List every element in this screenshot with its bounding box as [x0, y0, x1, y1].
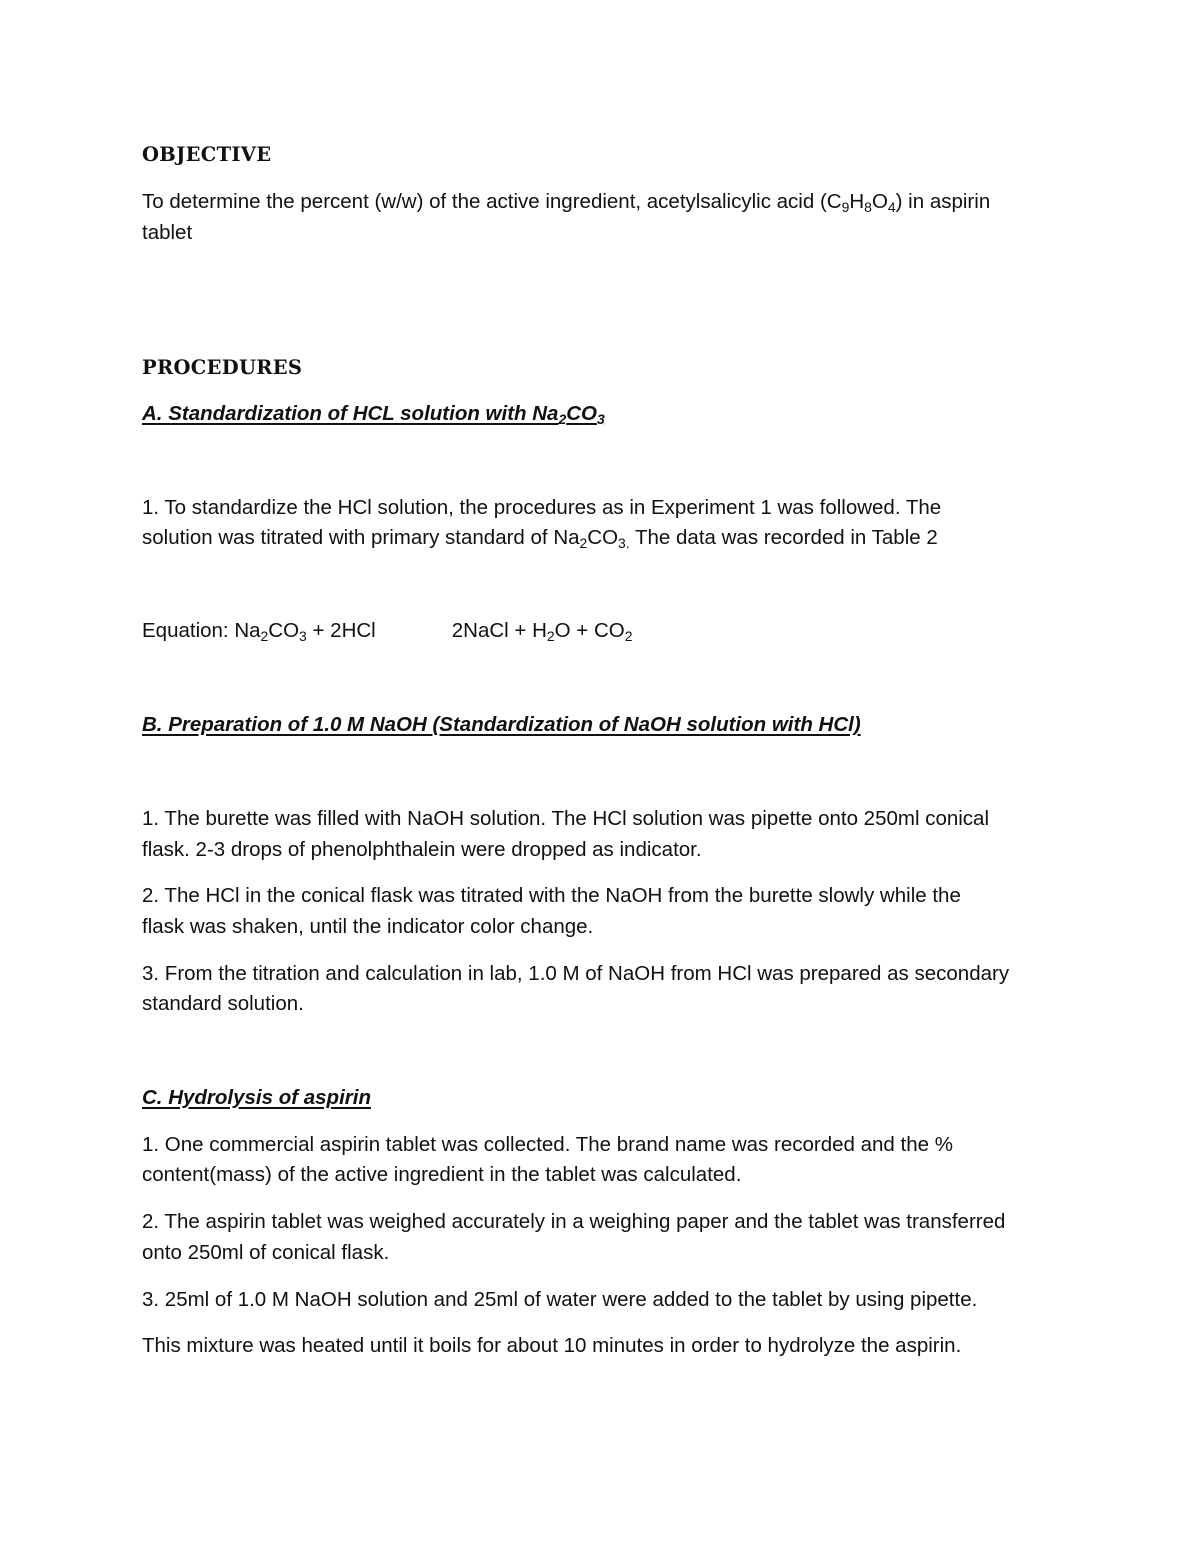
- equation: Equation: $Na_2CO_3 + 2HCl$ 2NaCl + $H_2O + CO_2$: [142, 619, 633, 644]
- section-c-step-3-line-2: This mixture was heated until it boils for about 10 minutes in order to hydrolyze the aspirin.: [142, 1334, 962, 1357]
- objective-heading: OBJECTIVE: [142, 143, 272, 166]
- objective-text-line-1: To determine the percent (w/w) of the active ingredient, acetylsalicylic acid $(C_9H_8O_4)$ in aspirin: [142, 190, 991, 215]
- section-b-step-2-line-2: flask was shaken, until the indicator color change.: [142, 915, 594, 938]
- section-b-step-3-line-1: 3. From the titration and calculation in lab, 1.0 M of NaOH from HCl was prepared as secondary: [142, 962, 1010, 985]
- section-c-title: C. Hydrolysis of aspirin: [142, 1086, 371, 1109]
- section-a-step-1-line-1: 1. To standardize the HCl solution, the procedures as in Experiment 1 was followed. The: [142, 496, 942, 519]
- section-c-step-2-line-2: onto 250ml of conical flask.: [142, 1241, 390, 1264]
- procedures-heading: PROCEDURES: [142, 356, 303, 379]
- section-b-title: B. Preparation of 1.0 M NaOH (Standardization of NaOH solution with HCl): [142, 713, 861, 736]
- section-b-step-1-line-2: flask. 2-3 drops of phenolphthalein were dropped as indicator.: [142, 838, 702, 861]
- section-a-title: A. Standardization of HCL solution with $Na_2CO_3$: [142, 402, 605, 427]
- section-b-step-3-line-2: standard solution.: [142, 992, 304, 1015]
- section-c-step-3-line-1: 3. 25ml of 1.0 M NaOH solution and 25ml of water were added to the tablet by using pipette.: [142, 1288, 978, 1311]
- section-a-step-1-line-2: solution was titrated with primary standard of $Na_2CO_{3.}$ The data was recorded in Table 2: [142, 526, 938, 551]
- section-c-step-1-line-1: 1. One commercial aspirin tablet was collected. The brand name was recorded and the %: [142, 1133, 953, 1156]
- section-b-step-2-line-1: 2. The HCl in the conical flask was titrated with the NaOH from the burette slowly while the: [142, 884, 961, 907]
- objective-text-line-2: tablet: [142, 221, 193, 244]
- section-b-step-1-line-1: 1. The burette was filled with NaOH solution. The HCl solution was pipette onto 250ml conical: [142, 807, 990, 830]
- section-c-step-2-line-1: 2. The aspirin tablet was weighed accurately in a weighing paper and the tablet was transferred: [142, 1210, 1006, 1233]
- section-c-step-1-line-2: content(mass) of the active ingredient in the tablet was calculated.: [142, 1163, 742, 1186]
